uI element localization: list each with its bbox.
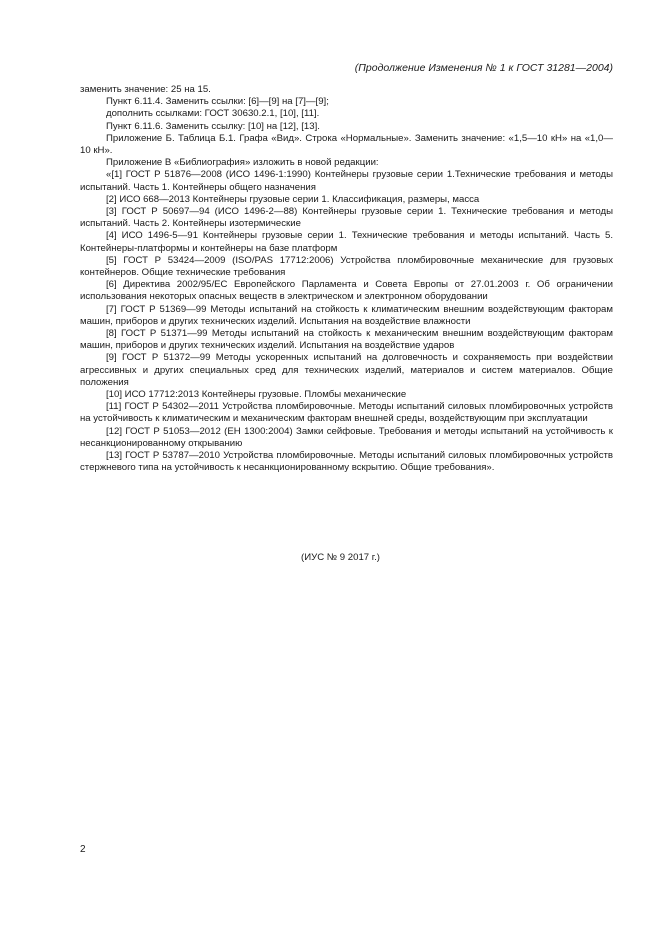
bibliography-entry-9: [9] ГОСТ Р 51372—99 Методы ускоренных испытаний на долговечность и сохраняемость при воздействии агрессивных и других специальных сред для технических изделий, материалов и систем материалов. Общие положения [80, 352, 613, 388]
paragraph-annex-v-intro: Приложение В «Библиография» изложить в новой редакции: [106, 157, 379, 169]
continuation-header: (Продолжение Изменения № 1 к ГОСТ 31281—2004) [354, 62, 613, 74]
page-number: 2 [80, 844, 86, 855]
bibliography-entry-7: [7] ГОСТ Р 51369—99 Методы испытаний на стойкость к климатическим внешним воздействующим факторам машин, приборов и других технических изделий. Испытания на воздействие влажности [80, 303, 613, 327]
amendment-body [80, 84, 613, 475]
bibliography-entry-12: [12] ГОСТ Р 51053—2012 (ЕН 1300:2004) Замки сейфовые. Требования и методы испытаний на устойчивость к несанкционированному открыванию [80, 425, 613, 449]
paragraph-annex-b: Приложение Б. Таблица Б.1. Графа «Вид». Строка «Нормальные». Заменить значение: «1,5—10 кН» на «1,0—10 кН». [80, 132, 613, 157]
bibliography-entry-10: [10] ИСО 17712:2013 Контейнеры грузовые. Пломбы механические [106, 389, 407, 401]
ius-reference: (ИУС № 9 2017 г.) [301, 552, 380, 563]
paragraph-replace-value: заменить значение: 25 на 15. [80, 84, 211, 95]
bibliography-entry-11: [11] ГОСТ Р 54302—2011 Устройства пломбировочные. Методы испытаний силовых пломбировочных устройств на устойчивость к климатическим и механическим факторам внешней среды, воздействующим при эксплуатации [80, 401, 613, 425]
paragraph-supplement-refs: дополнить ссылками: ГОСТ 30630.2.1, [10], [11]. [106, 108, 320, 120]
bibliography-entry-4: [4] ИСО 1496-5—91 Контейнеры грузовые серии 1. Технические требования и методы испытаний. Часть 5. Контейнеры-платформы и контейнеры на базе платформ [80, 230, 613, 254]
bibliography-entry-2: [2] ИСО 668—2013 Контейнеры грузовые серии 1. Классификация, размеры, масса [106, 193, 480, 205]
bibliography-entry-1: «[1] ГОСТ Р 51876—2008 (ИСО 1496-1:1990) Контейнеры грузовые серии 1.Технические требования и методы испытаний. Часть 1. Контейнеры общего назначения [80, 169, 613, 193]
paragraph-item-6-11-6: Пункт 6.11.6. Заменить ссылку: [10] на [12], [13]. [106, 120, 320, 132]
bibliography-entry-3: [3] ГОСТ Р 50697—94 (ИСО 1496-2—88) Контейнеры грузовые серии 1. Технические требования и методы испытаний. Часть 2. Контейнеры изотермические [80, 206, 613, 230]
bibliography-entry-8: [8] ГОСТ Р 51371—99 Методы испытаний на стойкость к механическим внешним воздействующим факторам машин, приборов и других технических изделий. Испытания на воздействие ударов [80, 328, 613, 352]
bibliography-entry-5: [5] ГОСТ Р 53424—2009 (ISO/PAS 17712:2006) Устройства пломбировочные механические для грузовых контейнеров. Общие технические требования [80, 254, 613, 279]
paragraph-item-6-11-4: Пункт 6.11.4. Заменить ссылки: [6]—[9] на [7]—[9]; [106, 96, 329, 108]
bibliography-entry-13: [13] ГОСТ Р 53787—2010 Устройства пломбировочные. Методы испытаний силовых пломбировочных устройств стержневого типа на устойчивость к несанкционированному вскрытию. Общие требования». [80, 450, 613, 474]
bibliography-entry-6: [6] Директива 2002/95/ЕС Европейского Парламента и Совета Европы от 27.01.2003 г. Об ограничении использования некоторых опасных веществ в электрическом и электронном оборудовании [80, 279, 613, 303]
